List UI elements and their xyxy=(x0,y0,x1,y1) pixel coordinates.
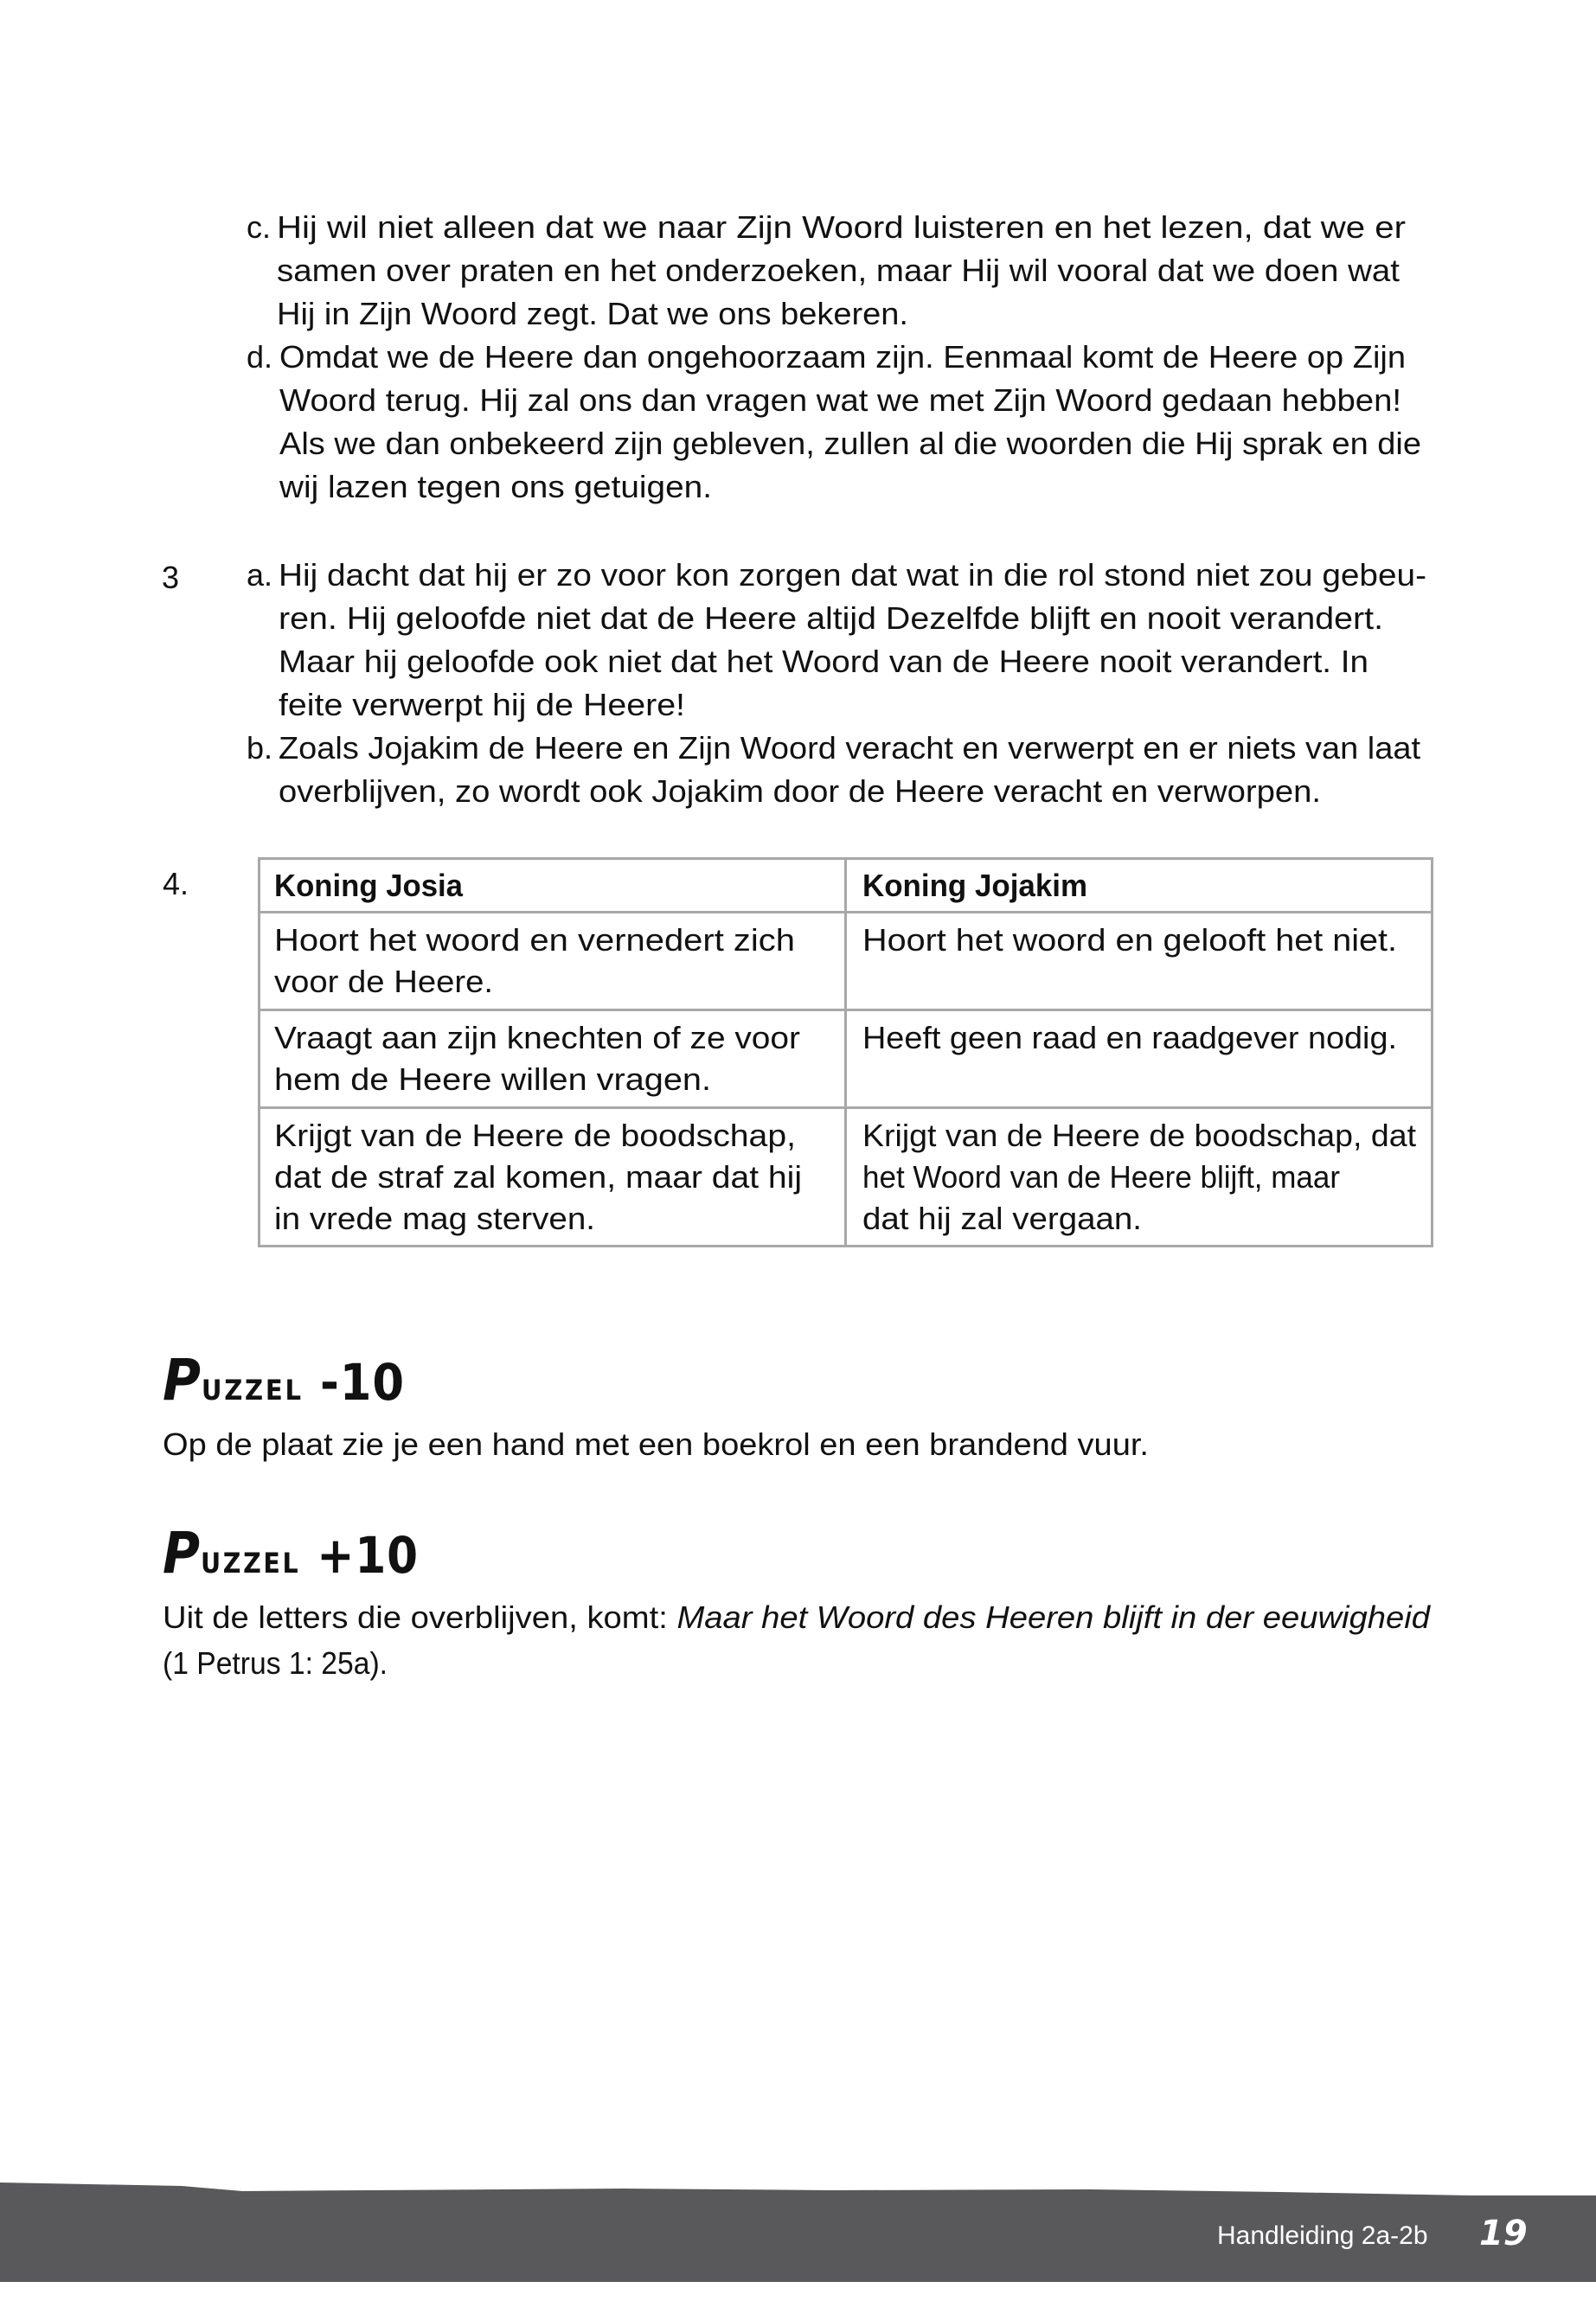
table-cell-r3-c2-line-1: Krijgt van de Heere de boodschap, dat xyxy=(862,1118,1416,1153)
heading-word: uzzel xyxy=(200,1535,301,1582)
item-a-line-1: Hij dacht dat hij er zo voor kon zorgen dat wat in die rol stond niet zou gebeu- xyxy=(279,557,1426,593)
table-cell-r3-c2-line-2: het Woord van de Heere blijft, maar xyxy=(862,1159,1340,1195)
item-b-line-2: overblijven, zo wordt ook Jojakim door de Heere veracht en verworpen. xyxy=(279,773,1321,809)
answer-intro-text: Uit de letters die overblijven, komt: xyxy=(163,1599,677,1635)
table-header-josia: Koning Josia xyxy=(274,868,463,903)
puzzle-minus-10-text: Op de plaat zie je een hand met een boekrol en een brandend vuur. xyxy=(163,1426,1149,1462)
item-d-line-2: Woord terug. Hij zal ons dan vragen wat we met Zijn Woord gedaan hebben! xyxy=(279,382,1401,418)
item-label-a: a. xyxy=(247,557,273,593)
table-cell-r2-c2-line-1: Heeft geen raad en raadgever nodig. xyxy=(862,1020,1397,1055)
table-cell-r3-c2-line-3: dat hij zal vergaan. xyxy=(862,1201,1142,1236)
footer-title: Handleiding 2a-2b xyxy=(1217,2221,1428,2250)
question-number-3: 3 xyxy=(162,560,180,595)
bible-quote: Maar het Woord des Heeren blijft in der eeuwigheid xyxy=(676,1599,1430,1635)
item-d-line-1: Omdat we de Heere dan ongehoorzaam zijn. Eenmaal komt de Heere op Zijn xyxy=(279,339,1406,375)
table-cell-r3-c1-line-2: dat de straf zal komen, maar dat hij xyxy=(274,1159,802,1195)
puzzle-plus-10-text-line-2: (1 Petrus 1: 25a). xyxy=(163,1645,388,1681)
table-cell-r3-c1-line-1: Krijgt van de Heere de boodschap, xyxy=(274,1118,796,1153)
table-border-right xyxy=(1431,857,1433,1247)
heading-number: -10 xyxy=(320,1353,405,1412)
puzzle-minus-10-heading xyxy=(163,1347,405,1413)
question-number-4: 4. xyxy=(163,866,189,901)
item-d-line-3: Als we dan onbekeerd zijn gebleven, zullen al die woorden die Hij sprak en die xyxy=(279,426,1421,461)
heading-word: uzzel xyxy=(201,1362,304,1409)
item-b-line-1: Zoals Jojakim de Heere en Zijn Woord veracht en verwerpt en er niets van laat xyxy=(279,730,1420,766)
heading-initial: P xyxy=(163,1520,201,1586)
table-cell-r2-c1-line-2: hem de Heere willen vragen. xyxy=(274,1061,711,1097)
table-cell-r3-c1-line-3: in vrede mag sterven. xyxy=(274,1201,595,1236)
item-d-line-4: wij lazen tegen ons getuigen. xyxy=(279,469,712,504)
item-c-line-3: Hij in Zijn Woord zegt. Dat we ons bekeren. xyxy=(277,296,908,331)
item-a-line-2: ren. Hij geloofde niet dat de Heere altijd Dezelfde blijft en nooit verandert. xyxy=(279,600,1383,636)
item-label-c: c. xyxy=(247,209,272,245)
heading-initial: P xyxy=(163,1347,202,1413)
item-a-line-4: feite verwerpt hij de Heere! xyxy=(279,687,685,722)
table-header-jojakim: Koning Jojakim xyxy=(862,868,1087,903)
item-label-d: d. xyxy=(247,339,273,375)
heading-number: +10 xyxy=(317,1526,419,1585)
puzzle-plus-10-text-line-1 xyxy=(163,1599,1430,1635)
puzzle-plus-10-heading xyxy=(163,1520,419,1586)
table-cell-r1-c1-line-1: Hoort het woord en vernedert zich xyxy=(274,922,795,958)
page-number: 19 xyxy=(1479,2214,1528,2253)
item-c-line-1: Hij wil niet alleen dat we naar Zijn Woord luisteren en het lezen, dat we er xyxy=(277,209,1406,245)
comparison-table xyxy=(258,857,1433,1247)
table-column-divider xyxy=(844,857,847,1247)
item-c-line-2: samen over praten en het onderzoeken, maar Hij wil vooral dat we doen wat xyxy=(277,253,1400,288)
table-border-left xyxy=(258,857,260,1247)
table-cell-r1-c2-line-1: Hoort het woord en gelooft het niet. xyxy=(862,922,1397,958)
item-label-b: b. xyxy=(247,730,273,766)
item-a-line-3: Maar hij geloofde ook niet dat het Woord van de Heere nooit verandert. In xyxy=(279,644,1368,679)
table-cell-r1-c1-line-2: voor de Heere. xyxy=(274,964,493,999)
table-cell-r2-c1-line-1: Vraagt aan zijn knechten of ze voor xyxy=(274,1020,800,1055)
